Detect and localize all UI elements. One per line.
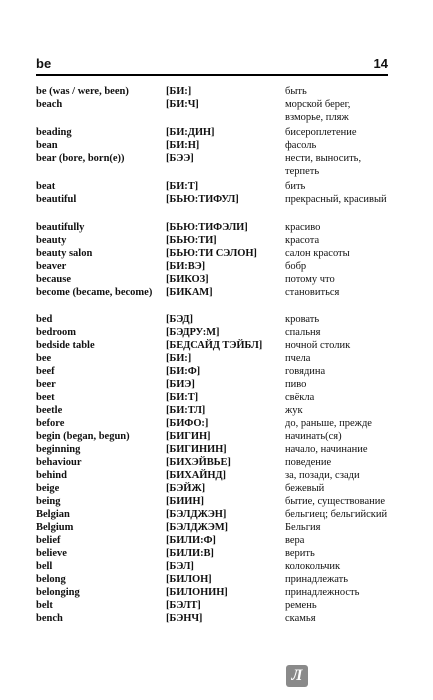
entry-word: begin (began, begun) [36, 431, 130, 442]
entry-translation: начало, начинание [285, 444, 368, 455]
entry-row [36, 547, 388, 560]
entry-transcription: [БЭДРУ:М] [166, 327, 220, 338]
entry-translation: начинать(ся) [285, 431, 342, 442]
entry-transcription: [БИЛОНИН] [166, 587, 228, 598]
entry-word: bean [36, 140, 58, 151]
entry-translation: бисероплетение [285, 127, 357, 138]
entry-transcription: [БЬЮ:ТИФУЛ] [166, 194, 239, 205]
entry-row [36, 180, 388, 193]
entry-row [36, 139, 388, 152]
entry-row [36, 508, 388, 521]
entry-word: beauty [36, 235, 67, 246]
entry-transcription: [БИЛИ:Ф] [166, 535, 216, 546]
entry-translation: кровать [285, 314, 320, 325]
entry-row [36, 352, 388, 365]
entry-word: beat [36, 181, 56, 192]
entry-row [36, 247, 388, 260]
entry-row [36, 482, 388, 495]
entry-word: become (became, become) [36, 287, 153, 298]
entry-row [36, 599, 388, 612]
entry-row [36, 586, 388, 599]
entry-translation: вера [285, 535, 305, 546]
dictionary-entries [36, 85, 388, 625]
entry-row [36, 430, 388, 443]
entry-transcription: [БИКАМ] [166, 287, 213, 298]
entry-translation: потому что [285, 274, 335, 285]
publisher-logo: Л [286, 665, 308, 687]
entry-row [36, 234, 388, 247]
entry-word: belt [36, 600, 53, 611]
entry-transcription: [БИХЭЙВЬЕ] [166, 457, 231, 468]
entry-transcription: [БЭЭ] [166, 153, 194, 164]
entry-translation: бить [285, 181, 306, 192]
entry-row [36, 378, 388, 391]
entry-transcription: [БИ:Н] [166, 140, 200, 151]
entry-transcription: [БИ:Ф] [166, 366, 201, 377]
entry-row [36, 612, 388, 625]
entry-translation: прекрасный, красивый [285, 194, 387, 205]
entry-word: belong [36, 574, 66, 585]
entry-translation: бельгиец; бельгийский [285, 509, 388, 520]
entry-transcription: [БЬЮ:ТИ СЭЛОН] [166, 248, 257, 259]
entry-transcription: [БИКОЗ] [166, 274, 209, 285]
entry-transcription: [БЭЛ] [166, 561, 194, 572]
entry-row [36, 126, 388, 139]
entry-transcription: [БИ:Т] [166, 392, 199, 403]
entry-translation: становиться [285, 287, 340, 298]
entry-translation: пчела [285, 353, 311, 364]
entry-row [36, 286, 388, 312]
entry-word: belonging [36, 587, 80, 598]
entry-word: beach [36, 99, 63, 110]
entry-translation: до, раньше, прежде [285, 418, 372, 429]
entry-word: Belgium [36, 522, 74, 533]
entry-word: before [36, 418, 65, 429]
entry-word: beauty salon [36, 248, 93, 259]
entry-transcription: [БИ:ДИН] [166, 127, 215, 138]
entry-transcription: [БЭД] [166, 314, 193, 325]
entry-transcription: [БЭЙЖ] [166, 483, 206, 494]
entry-word: bedroom [36, 327, 77, 338]
entry-transcription: [БЬЮ:ТИФЭЛИ] [166, 222, 248, 233]
page-header [36, 56, 388, 74]
entry-row [36, 391, 388, 404]
entry-word: beading [36, 127, 72, 138]
entry-translation: за, позади, сзади [285, 470, 360, 481]
entry-word: Belgian [36, 509, 70, 520]
entry-transcription: [БЬЮ:ТИ] [166, 235, 217, 246]
entry-translation: Бельгия [285, 522, 321, 533]
entry-word: believe [36, 548, 67, 559]
entry-translation: бобр [285, 261, 307, 272]
entry-translation: ремень [285, 600, 317, 611]
entry-word: beef [36, 366, 55, 377]
entry-word: bell [36, 561, 53, 572]
entry-row [36, 573, 388, 586]
entry-row [36, 560, 388, 573]
entry-translation: бежевый [285, 483, 325, 494]
entry-transcription: [БИ:Ч] [166, 99, 199, 110]
entry-transcription: [БИ:ВЭ] [166, 261, 206, 272]
entry-row [36, 193, 388, 219]
entry-row [36, 326, 388, 339]
entry-word: be (was / were, been) [36, 86, 129, 97]
entry-row [36, 85, 388, 98]
entry-transcription: [БИФО:] [166, 418, 209, 429]
entry-word: bed [36, 314, 53, 325]
entry-translation: говядина [285, 366, 326, 377]
entry-translation: жук [285, 405, 303, 416]
entry-transcription: [БИЛОН] [166, 574, 212, 585]
entry-row [36, 417, 388, 430]
entry-transcription: [БИЭ] [166, 379, 195, 390]
entry-word: behind [36, 470, 67, 481]
entry-translation: скамья [285, 613, 316, 624]
entry-transcription: [БИГИН] [166, 431, 211, 442]
page-number: 14 [373, 56, 388, 71]
entry-translation: принадлежность [285, 587, 360, 598]
entry-word: beetle [36, 405, 63, 416]
entry-transcription: [БИ:] [166, 353, 192, 364]
entry-transcription: [БИХАЙНД] [166, 470, 226, 481]
entry-word: bee [36, 353, 52, 364]
entry-word: being [36, 496, 61, 507]
entry-translation: бытие, существование [285, 496, 386, 507]
entry-translation: верить [285, 548, 315, 559]
entry-row [36, 260, 388, 273]
entry-row [36, 456, 388, 469]
entry-translation: фасоль [285, 140, 317, 151]
entry-translation: поведение [285, 457, 332, 468]
entry-word: bedside table [36, 340, 95, 351]
entry-transcription: [БЭЛТ] [166, 600, 201, 611]
entry-row [36, 495, 388, 508]
entry-translation: красиво [285, 222, 321, 233]
entry-word: beautiful [36, 194, 77, 205]
entry-row [36, 365, 388, 378]
entry-row [36, 534, 388, 547]
entry-translation: пиво [285, 379, 307, 390]
header-rule [36, 74, 388, 76]
entry-row [36, 98, 388, 124]
entry-transcription: [БЭЛДЖЭН] [166, 509, 227, 520]
entry-translation: ночной столик [285, 340, 351, 351]
entry-transcription: [БИ:Т] [166, 181, 199, 192]
entry-word: because [36, 274, 71, 285]
entry-transcription: [БИИН] [166, 496, 204, 507]
entry-word: behaviour [36, 457, 82, 468]
entry-transcription: [БИЛИ:В] [166, 548, 214, 559]
entry-word: beet [36, 392, 55, 403]
entry-translation: морской берег, взморье, пляж [285, 99, 351, 123]
entry-word: beaver [36, 261, 67, 272]
entry-word: beginning [36, 444, 81, 455]
entry-row [36, 273, 388, 286]
header-word: be [36, 56, 52, 71]
entry-word: beer [36, 379, 56, 390]
entry-translation: нести, выносить, терпеть [285, 153, 362, 177]
entry-row [36, 152, 388, 178]
entry-row [36, 313, 388, 326]
entry-translation: принадлежать [285, 574, 349, 585]
entry-transcription: [БЭНЧ] [166, 613, 203, 624]
entry-word: bear (bore, born(e)) [36, 153, 125, 164]
entry-translation: салон красоты [285, 248, 350, 259]
entry-transcription: [БИГИНИН] [166, 444, 227, 455]
entry-row [36, 521, 388, 534]
entry-word: belief [36, 535, 61, 546]
entry-translation: красота [285, 235, 320, 246]
entry-word: beige [36, 483, 60, 494]
entry-row [36, 221, 388, 234]
entry-transcription: [БЕДСАЙД ТЭЙБЛ] [166, 340, 263, 351]
entry-translation: спальня [285, 327, 321, 338]
entry-translation: свёкла [285, 392, 315, 403]
entry-word: beautifully [36, 222, 85, 233]
entry-row [36, 443, 388, 456]
entry-translation: колокольчик [285, 561, 341, 572]
entry-transcription: [БИ:] [166, 86, 192, 97]
entry-word: bench [36, 613, 63, 624]
entry-transcription: [БЭЛДЖЭМ] [166, 522, 228, 533]
entry-translation: быть [285, 86, 307, 97]
entry-row [36, 469, 388, 482]
entry-row [36, 339, 388, 352]
entry-transcription: [БИ:ТЛ] [166, 405, 206, 416]
entry-row [36, 404, 388, 417]
